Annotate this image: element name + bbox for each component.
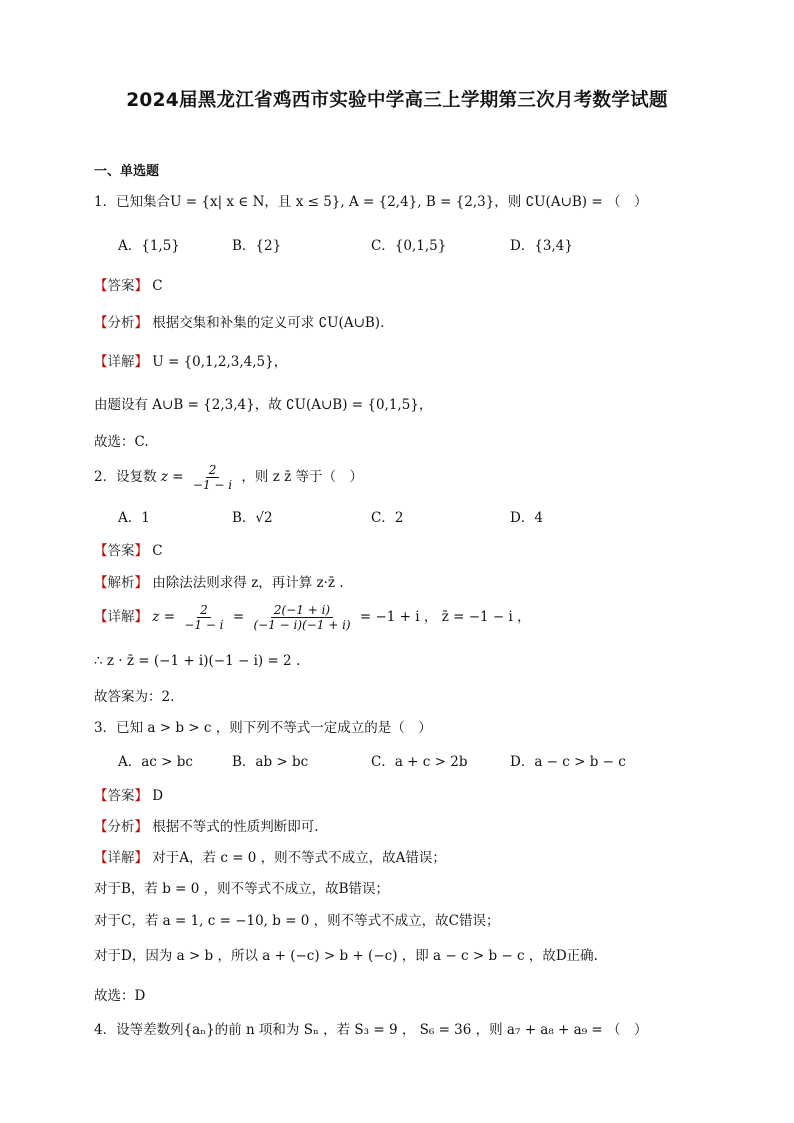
q4-stem: 4．设等差数列{aₙ}的前 n 项和为 Sₙ ，若 S₃ = 9 ， S₆ = 36 ，则 a₇ + a₈ + a₉ = （ ） <box>94 1022 648 1038</box>
q3-analysis: 根据不等式的性质判断即可. <box>152 819 319 835</box>
q2-detail-fraction-1 <box>181 603 226 632</box>
q3-answer: D <box>152 788 164 804</box>
q2-stem-pre: 2．设复数 <box>94 469 157 485</box>
q1-option-c: C．{0,1,5} <box>371 238 447 254</box>
q2-detail-line-2: ∴ z · z̄ = (−1 + i)(−1 − i) = 2 . <box>94 653 301 669</box>
section-heading: 一、单选题 <box>94 164 160 179</box>
q3-answer-line: 【答案】 D <box>94 788 164 804</box>
q3-conclusion: 故选：D <box>94 988 146 1004</box>
analysis-tag: 分析 <box>107 315 135 331</box>
q1-stem: 1．已知集合U = {x| x ∈ N，且 x ≤ 5}, A = {2,4}, B = {2,3}，则 ∁U(A∪B) = （ ） <box>94 194 648 210</box>
q3-detail: 对于A，若 c = 0 ，则不等式不成立，故A错误； <box>152 850 446 866</box>
q2-option-b: B．√2 <box>232 510 273 526</box>
q2-stem-post: ，则 z z̄ 等于（ ） <box>241 469 364 485</box>
q3-option-c: C．a + c > 2b <box>371 754 468 770</box>
answer-tag: 答案 <box>107 278 135 294</box>
detail-tag: 详解 <box>107 850 135 866</box>
q2-detail-fraction-2 <box>250 603 353 632</box>
q2-stem-fraction <box>190 463 235 492</box>
q1-answer: C <box>152 278 163 294</box>
q3-option-d: D．a − c > b − c <box>510 754 626 770</box>
q1-answer-line: 【答案】 C <box>94 278 163 294</box>
fraction-numerator: 2 <box>206 463 220 478</box>
q1-conclusion: 故选：C. <box>94 434 149 450</box>
q2-answer-line: 【答案】 C <box>94 543 163 559</box>
q3-stem: 3．已知 a > b > c ，则下列不等式一定成立的是（ ） <box>94 720 432 736</box>
q2-detail-z: z = <box>152 609 176 625</box>
q3-option-b: B．ab > bc <box>232 754 309 770</box>
q2-conclusion: 故答案为：2. <box>94 689 175 705</box>
q1-detail: U = {0,1,2,3,4,5}， <box>152 354 288 370</box>
detail-tag: 详解 <box>107 609 135 625</box>
q2-option-a: A．1 <box>118 510 150 526</box>
q1-detail-line-2: 由题设有 A∪B = {2,3,4}，故 ∁U(A∪B) = {0,1,5}， <box>94 397 433 413</box>
answer-tag: 答案 <box>107 543 135 559</box>
q3-detail-line-3: 对于C，若 a = 1, c = −10, b = 0 ，则不等式不成立，故C错误； <box>94 913 500 929</box>
jiexi-tag: 解析 <box>107 575 135 591</box>
q2-analysis-line: 【解析】 由除法法则求得 z，再计算 z·z̄ . <box>94 575 344 591</box>
q3-detail-line-4: 对于D，因为 a > b ，所以 a + (−c) > b + (−c) ，即 a − c > b − c ，故D正确. <box>94 948 598 964</box>
q2-stem-z: z = <box>160 469 184 485</box>
q3-detail-line-2: 对于B，若 b = 0 ，则不等式不成立，故B错误； <box>94 881 390 897</box>
q1-detail-line: 【详解】 U = {0,1,2,3,4,5}， <box>94 354 288 370</box>
q2-analysis: 由除法法则求得 z，再计算 z·z̄ . <box>152 575 344 591</box>
fraction-denominator: −1 − i <box>184 618 224 632</box>
fraction-denominator: (−1 − i)(−1 + i) <box>253 618 351 632</box>
q1-option-a: A．{1,5} <box>118 238 180 254</box>
analysis-tag: 分析 <box>107 819 135 835</box>
q2-stem <box>94 462 363 492</box>
q2-detail-tail: = −1 + i ， z̄ = −1 − i ， <box>359 609 531 625</box>
q3-analysis-line: 【分析】 根据不等式的性质判断即可. <box>94 819 319 835</box>
page-title: 2024届黑龙江省鸡西市实验中学高三上学期第三次月考数学试题 <box>126 90 668 111</box>
detail-tag: 详解 <box>107 354 135 370</box>
fraction-numerator: 2 <box>197 603 211 618</box>
q1-analysis: 根据交集和补集的定义可求 ∁U(A∪B). <box>152 315 385 331</box>
q2-answer: C <box>152 543 163 559</box>
q1-option-d: D．{3,4} <box>510 238 573 254</box>
equals-sign: = <box>232 609 245 625</box>
q3-option-a: A．ac > bc <box>118 754 193 770</box>
q1-analysis-line: 【分析】 根据交集和补集的定义可求 ∁U(A∪B). <box>94 315 385 331</box>
q2-option-c: C．2 <box>371 510 404 526</box>
q3-detail-line: 【详解】 对于A，若 c = 0 ，则不等式不成立，故A错误； <box>94 850 446 866</box>
q2-detail-line: 【详解】 z = $\frac{2}{-1 - i}$ = $\frac{2(-1 + i)}{(-1 - i)(-1 + i)}$ = −1 + i ， z̄ = −1 − i ， <box>94 603 531 632</box>
answer-tag: 答案 <box>107 788 135 804</box>
q1-option-b: B．{2} <box>232 238 282 254</box>
fraction-denominator: −1 − i <box>192 478 233 492</box>
fraction-numerator: 2(−1 + i) <box>271 603 333 618</box>
q2-option-d: D．4 <box>510 510 543 526</box>
